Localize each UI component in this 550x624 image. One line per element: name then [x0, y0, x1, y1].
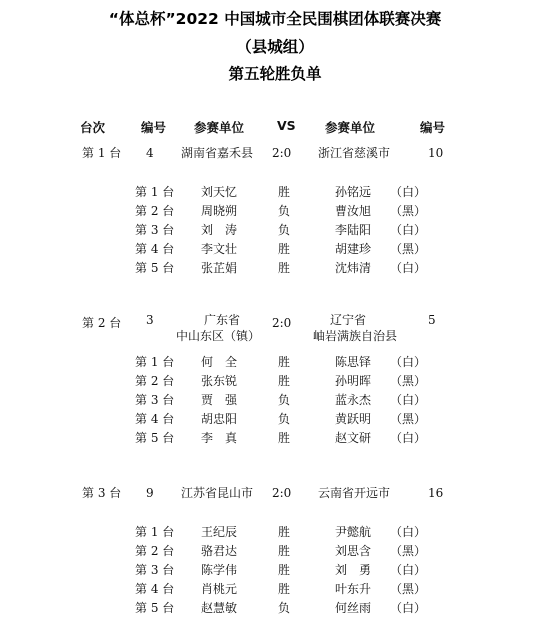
game-color: （黑） — [390, 582, 427, 596]
game-board: 第 2 台 — [135, 544, 175, 558]
game-result: 胜 — [278, 185, 291, 199]
document-title: “体总杯”2022 中国城市全民围棋团体联赛决赛 — [108, 10, 442, 28]
game-result: 负 — [278, 223, 291, 237]
match-right-unit: 云南省开远市 — [318, 486, 391, 500]
game-color: （白） — [390, 185, 427, 199]
game-opponent: 叶东升 — [335, 582, 372, 596]
game-board: 第 3 台 — [135, 563, 175, 577]
header-vs: VS — [277, 118, 296, 133]
match-table: 第 1 台 — [82, 146, 122, 160]
match-left-number: 4 — [146, 146, 154, 160]
match-left-unit: 湖南省嘉禾县 — [181, 146, 254, 160]
game-player: 肖桃元 — [201, 582, 238, 596]
game-color: （白） — [390, 393, 427, 407]
match-score: 2:0 — [272, 486, 292, 500]
game-opponent: 尹懿航 — [335, 525, 372, 539]
game-opponent: 李陆阳 — [335, 223, 372, 237]
game-opponent: 沈炜清 — [335, 261, 372, 275]
game-opponent: 孙铭远 — [335, 185, 372, 199]
match-table: 第 2 台 — [82, 316, 122, 330]
game-result: 负 — [278, 601, 291, 615]
game-player: 贾 强 — [201, 393, 238, 407]
match-left-number: 3 — [146, 313, 154, 327]
game-player: 李 真 — [201, 431, 238, 445]
game-player: 周晓朔 — [201, 204, 238, 218]
game-color: （黑） — [390, 544, 427, 558]
game-board: 第 5 台 — [135, 261, 175, 275]
game-player: 赵慧敏 — [201, 601, 238, 615]
game-result: 胜 — [278, 355, 291, 369]
game-player: 何 全 — [201, 355, 238, 369]
match-table: 第 3 台 — [82, 486, 122, 500]
game-color: （黑） — [390, 374, 427, 388]
game-color: （白） — [390, 431, 427, 445]
game-board: 第 4 台 — [135, 242, 175, 256]
game-color: （白） — [390, 563, 427, 577]
match-left-unit: 江苏省昆山市 — [181, 486, 254, 500]
game-opponent: 胡建珍 — [335, 242, 372, 256]
game-player: 王纪辰 — [201, 525, 238, 539]
game-color: （白） — [390, 355, 427, 369]
game-opponent: 何丝雨 — [335, 601, 372, 615]
game-opponent: 刘 勇 — [335, 563, 372, 577]
round-title: 第五轮胜负单 — [228, 65, 322, 83]
game-result: 胜 — [278, 242, 291, 256]
match-right-number: 16 — [428, 486, 444, 500]
game-board: 第 2 台 — [135, 374, 175, 388]
game-color: （白） — [390, 223, 427, 237]
game-result: 胜 — [278, 563, 291, 577]
match-right-unit: 浙江省慈溪市 — [318, 146, 391, 160]
game-result: 胜 — [278, 544, 291, 558]
game-player: 刘天忆 — [201, 185, 238, 199]
game-color: （黑） — [390, 242, 427, 256]
match-right-unit: 岫岩满族自治县 — [313, 329, 398, 343]
match-left-unit: 中山东区（镇） — [176, 329, 261, 343]
game-board: 第 4 台 — [135, 582, 175, 596]
game-board: 第 3 台 — [135, 393, 175, 407]
game-player: 李文壮 — [201, 242, 238, 256]
match-left-number: 9 — [146, 486, 154, 500]
game-result: 胜 — [278, 582, 291, 596]
game-board: 第 5 台 — [135, 601, 175, 615]
game-opponent: 陈思铎 — [335, 355, 372, 369]
game-player: 陈学伟 — [201, 563, 238, 577]
game-result: 负 — [278, 393, 291, 407]
game-player: 胡忠阳 — [201, 412, 238, 426]
game-player: 刘 涛 — [201, 223, 238, 237]
match-score: 2:0 — [272, 146, 292, 160]
game-result: 负 — [278, 204, 291, 218]
game-color: （白） — [390, 261, 427, 275]
game-board: 第 4 台 — [135, 412, 175, 426]
game-color: （黑） — [390, 204, 427, 218]
game-color: （黑） — [390, 412, 427, 426]
game-player: 骆君达 — [201, 544, 238, 558]
document-subtitle: （县城组） — [236, 38, 314, 56]
match-right-number: 10 — [428, 146, 444, 160]
game-result: 胜 — [278, 525, 291, 539]
game-opponent: 刘思含 — [335, 544, 372, 558]
game-board: 第 5 台 — [135, 431, 175, 445]
game-result: 胜 — [278, 374, 291, 388]
game-result: 胜 — [278, 431, 291, 445]
header-unit-left: 参赛单位 — [194, 120, 245, 135]
game-opponent: 曹汝旭 — [335, 204, 372, 218]
game-player: 张芷娟 — [201, 261, 238, 275]
game-color: （白） — [390, 601, 427, 615]
game-result: 胜 — [278, 261, 291, 275]
header-number-right: 编号 — [420, 120, 446, 135]
game-board: 第 1 台 — [135, 185, 175, 199]
game-opponent: 赵文研 — [335, 431, 372, 445]
game-board: 第 2 台 — [135, 204, 175, 218]
game-result: 负 — [278, 412, 291, 426]
header-unit-right: 参赛单位 — [325, 120, 376, 135]
match-left-unit: 广东省 — [204, 313, 241, 327]
match-score: 2:0 — [272, 316, 292, 330]
match-right-unit: 辽宁省 — [330, 313, 367, 327]
game-board: 第 1 台 — [135, 355, 175, 369]
game-opponent: 孙明晖 — [335, 374, 372, 388]
header-number-left: 编号 — [141, 120, 167, 135]
match-right-number: 5 — [428, 313, 436, 327]
game-color: （白） — [390, 525, 427, 539]
game-opponent: 黄跃明 — [335, 412, 372, 426]
game-opponent: 蓝永杰 — [335, 393, 372, 407]
game-board: 第 1 台 — [135, 525, 175, 539]
game-player: 张东锐 — [201, 374, 238, 388]
header-board: 台次 — [80, 120, 106, 135]
game-board: 第 3 台 — [135, 223, 175, 237]
